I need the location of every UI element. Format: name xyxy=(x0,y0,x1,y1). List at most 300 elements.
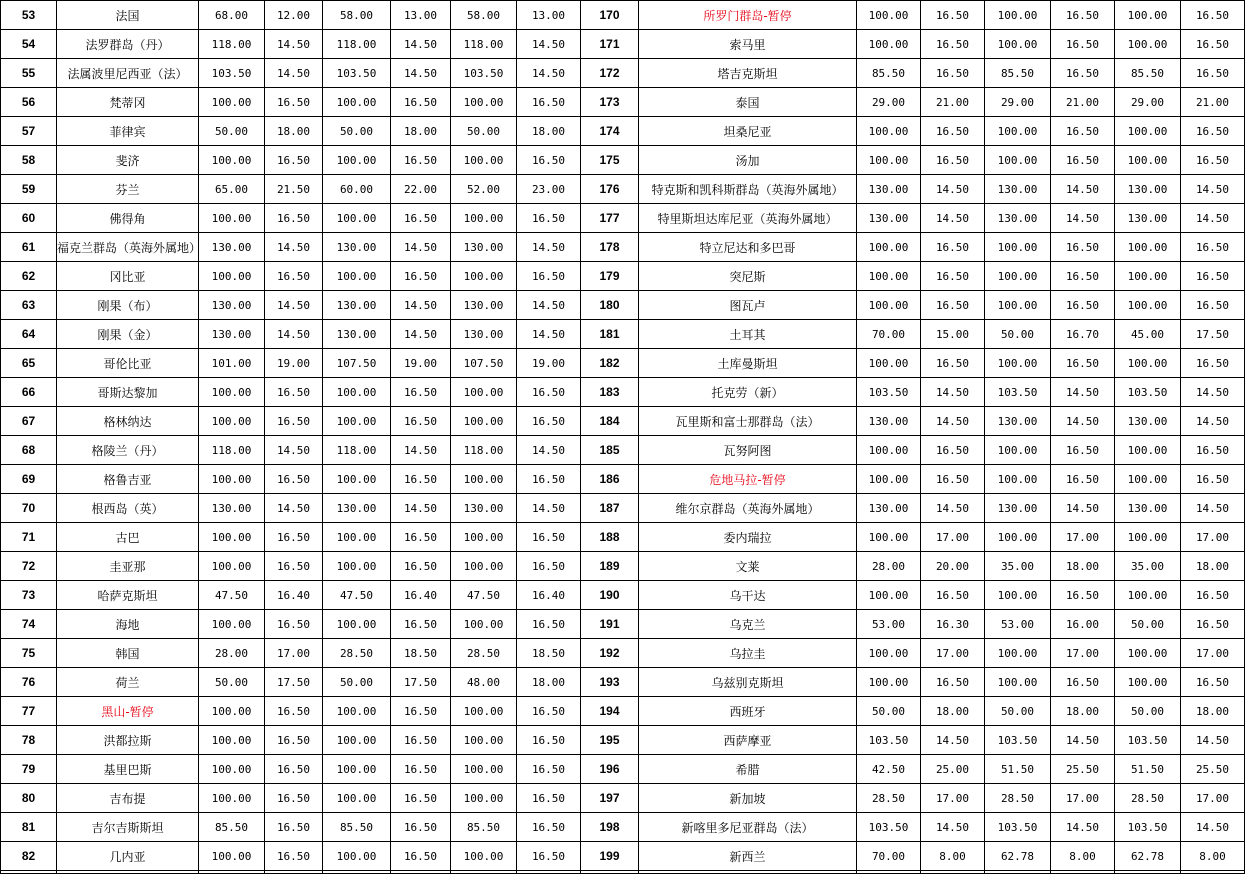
right-rate-cell: 16.50 xyxy=(1181,581,1245,610)
right-row-number: 181 xyxy=(581,320,639,349)
left-rate-cell: 16.50 xyxy=(391,465,451,494)
left-rate-cell: 100.00 xyxy=(199,407,265,436)
table-row xyxy=(1,146,1245,175)
right-rate-cell: 103.50 xyxy=(985,726,1051,755)
right-rate-cell: 14.50 xyxy=(921,407,985,436)
right-rate-cell: 14.50 xyxy=(921,175,985,204)
right-rate-cell: 16.50 xyxy=(1051,30,1115,59)
left-rate-cell: 14.50 xyxy=(517,291,581,320)
right-row-number: 194 xyxy=(581,697,639,726)
right-rate-cell: 17.00 xyxy=(1051,523,1115,552)
right-rate-cell: 130.00 xyxy=(857,175,921,204)
left-rate-cell: 14.50 xyxy=(391,436,451,465)
right-rate-cell: 16.50 xyxy=(921,436,985,465)
right-rate-cell: 14.50 xyxy=(1051,726,1115,755)
right-rate-cell: 100.00 xyxy=(1115,523,1181,552)
left-rate-cell: 118.00 xyxy=(199,436,265,465)
right-rate-cell: 130.00 xyxy=(857,204,921,233)
right-row-number: 182 xyxy=(581,349,639,378)
left-row-number: 64 xyxy=(1,320,57,349)
left-rate-cell: 16.50 xyxy=(391,262,451,291)
right-rate-cell: 130.00 xyxy=(985,204,1051,233)
right-rate-cell: 25.00 xyxy=(921,755,985,784)
left-country-name: 几内亚 xyxy=(57,842,199,871)
left-rate-cell: 130.00 xyxy=(323,233,391,262)
right-rate-cell: 14.50 xyxy=(921,494,985,523)
right-row-number: 198 xyxy=(581,813,639,842)
left-rate-cell: 14.50 xyxy=(265,494,323,523)
right-rate-cell: 100.00 xyxy=(1115,465,1181,494)
left-rate-cell: 16.50 xyxy=(391,523,451,552)
left-rate-cell: 100.00 xyxy=(451,88,517,117)
right-rate-cell: 50.00 xyxy=(857,697,921,726)
left-rate-cell: 19.00 xyxy=(391,349,451,378)
empty-cell xyxy=(391,871,451,874)
left-rate-cell: 16.40 xyxy=(517,581,581,610)
right-rate-cell: 103.50 xyxy=(1115,378,1181,407)
left-rate-cell: 14.50 xyxy=(391,494,451,523)
right-rate-cell: 100.00 xyxy=(1115,291,1181,320)
left-rate-cell: 16.50 xyxy=(391,552,451,581)
right-rate-cell: 100.00 xyxy=(1115,436,1181,465)
left-rate-cell: 130.00 xyxy=(199,291,265,320)
table-row xyxy=(1,581,1245,610)
right-rate-cell: 100.00 xyxy=(1115,117,1181,146)
right-rate-cell: 16.50 xyxy=(921,59,985,88)
left-row-number: 80 xyxy=(1,784,57,813)
right-rate-cell: 130.00 xyxy=(1115,175,1181,204)
right-rate-cell: 16.50 xyxy=(1051,146,1115,175)
left-country-name: 法罗群岛（丹） xyxy=(57,30,199,59)
left-rate-cell: 100.00 xyxy=(199,378,265,407)
left-rate-cell: 100.00 xyxy=(323,378,391,407)
left-rate-cell: 100.00 xyxy=(451,262,517,291)
right-row-number: 170 xyxy=(581,1,639,30)
right-rate-cell: 100.00 xyxy=(985,291,1051,320)
right-rate-cell: 70.00 xyxy=(857,320,921,349)
left-country-name: 法国 xyxy=(57,1,199,30)
left-rate-cell: 100.00 xyxy=(199,755,265,784)
right-rate-cell: 28.00 xyxy=(857,552,921,581)
left-row-number: 69 xyxy=(1,465,57,494)
left-rate-cell: 16.50 xyxy=(517,726,581,755)
left-rate-cell: 14.50 xyxy=(265,59,323,88)
right-rate-cell: 130.00 xyxy=(857,494,921,523)
left-rate-cell: 85.50 xyxy=(451,813,517,842)
left-row-number: 56 xyxy=(1,88,57,117)
right-country-name: 托克劳（新） xyxy=(639,378,857,407)
left-rate-cell: 16.50 xyxy=(265,262,323,291)
left-rate-cell: 130.00 xyxy=(199,320,265,349)
left-row-number: 57 xyxy=(1,117,57,146)
right-rate-cell: 17.00 xyxy=(921,523,985,552)
left-rate-cell: 18.00 xyxy=(517,668,581,697)
left-rate-cell: 107.50 xyxy=(323,349,391,378)
left-rate-cell: 118.00 xyxy=(199,30,265,59)
left-row-number: 62 xyxy=(1,262,57,291)
left-rate-cell: 18.50 xyxy=(391,639,451,668)
left-rate-cell: 19.00 xyxy=(517,349,581,378)
left-rate-cell: 101.00 xyxy=(199,349,265,378)
right-rate-cell: 8.00 xyxy=(921,842,985,871)
left-row-number: 71 xyxy=(1,523,57,552)
right-row-number: 199 xyxy=(581,842,639,871)
right-rate-cell: 16.50 xyxy=(921,30,985,59)
right-rate-cell: 100.00 xyxy=(985,233,1051,262)
left-country-name: 法属波里尼西亚（法） xyxy=(57,59,199,88)
left-rate-cell: 50.00 xyxy=(199,668,265,697)
right-rate-cell: 16.50 xyxy=(1181,262,1245,291)
right-rate-cell: 130.00 xyxy=(985,175,1051,204)
left-rate-cell: 16.50 xyxy=(517,842,581,871)
right-rate-cell: 130.00 xyxy=(1115,407,1181,436)
left-rate-cell: 100.00 xyxy=(199,784,265,813)
right-rate-cell: 70.00 xyxy=(857,842,921,871)
right-row-number: 177 xyxy=(581,204,639,233)
table-row xyxy=(1,378,1245,407)
left-rate-cell: 17.50 xyxy=(391,668,451,697)
right-rate-cell: 100.00 xyxy=(857,146,921,175)
right-rate-cell: 17.50 xyxy=(1181,320,1245,349)
right-rate-cell: 85.50 xyxy=(985,59,1051,88)
left-rate-cell: 16.50 xyxy=(265,813,323,842)
right-rate-cell: 130.00 xyxy=(1115,204,1181,233)
right-rate-cell: 14.50 xyxy=(1181,378,1245,407)
table-row xyxy=(1,117,1245,146)
right-rate-cell: 17.00 xyxy=(1181,639,1245,668)
right-row-number: 184 xyxy=(581,407,639,436)
right-rate-cell: 100.00 xyxy=(985,349,1051,378)
left-rate-cell: 16.50 xyxy=(265,755,323,784)
right-rate-cell: 100.00 xyxy=(857,1,921,30)
right-rate-cell: 51.50 xyxy=(1115,755,1181,784)
right-rate-cell: 18.00 xyxy=(1181,697,1245,726)
left-rate-cell: 16.50 xyxy=(517,378,581,407)
right-rate-cell: 53.00 xyxy=(985,610,1051,639)
left-rate-cell: 14.50 xyxy=(391,30,451,59)
left-rate-cell: 100.00 xyxy=(199,726,265,755)
table-row xyxy=(1,262,1245,291)
right-rate-cell: 16.50 xyxy=(1181,610,1245,639)
right-rate-cell: 16.50 xyxy=(921,291,985,320)
left-rate-cell: 118.00 xyxy=(323,436,391,465)
left-rate-cell: 14.50 xyxy=(265,436,323,465)
left-rate-cell: 16.50 xyxy=(517,813,581,842)
left-rate-cell: 100.00 xyxy=(199,697,265,726)
left-rate-cell: 16.50 xyxy=(391,610,451,639)
left-rate-cell: 16.50 xyxy=(265,523,323,552)
left-rate-cell: 19.00 xyxy=(265,349,323,378)
right-country-name: 乌拉圭 xyxy=(639,639,857,668)
left-rate-cell: 60.00 xyxy=(323,175,391,204)
left-rate-cell: 100.00 xyxy=(323,726,391,755)
left-row-number: 67 xyxy=(1,407,57,436)
left-rate-cell: 85.50 xyxy=(199,813,265,842)
left-row-number: 82 xyxy=(1,842,57,871)
left-row-number: 63 xyxy=(1,291,57,320)
right-rate-cell: 14.50 xyxy=(921,726,985,755)
right-row-number: 186 xyxy=(581,465,639,494)
right-country-name: 瓦努阿图 xyxy=(639,436,857,465)
left-rate-cell: 14.50 xyxy=(265,320,323,349)
left-rate-cell: 18.00 xyxy=(265,117,323,146)
right-country-name: 汤加 xyxy=(639,146,857,175)
right-country-name: 土库曼斯坦 xyxy=(639,349,857,378)
right-rate-cell: 100.00 xyxy=(857,233,921,262)
right-country-name: 泰国 xyxy=(639,88,857,117)
left-country-name: 格陵兰（丹） xyxy=(57,436,199,465)
right-rate-cell: 50.00 xyxy=(1115,610,1181,639)
table-row xyxy=(1,59,1245,88)
table-row xyxy=(1,755,1245,784)
right-rate-cell: 28.50 xyxy=(857,784,921,813)
left-row-number: 61 xyxy=(1,233,57,262)
right-rate-cell: 16.50 xyxy=(1181,668,1245,697)
right-rate-cell: 62.78 xyxy=(985,842,1051,871)
left-country-name: 梵蒂冈 xyxy=(57,88,199,117)
left-rate-cell: 16.50 xyxy=(517,784,581,813)
left-rate-cell: 16.50 xyxy=(265,842,323,871)
left-country-name: 根西岛（英） xyxy=(57,494,199,523)
right-country-name: 索马里 xyxy=(639,30,857,59)
left-rate-cell: 14.50 xyxy=(517,494,581,523)
left-rate-cell: 100.00 xyxy=(199,610,265,639)
right-rate-cell: 100.00 xyxy=(857,465,921,494)
right-country-name: 委内瑞拉 xyxy=(639,523,857,552)
right-rate-cell: 100.00 xyxy=(1115,639,1181,668)
right-rate-cell: 14.50 xyxy=(1051,378,1115,407)
left-rate-cell: 130.00 xyxy=(323,494,391,523)
right-rate-cell: 17.00 xyxy=(1051,784,1115,813)
left-rate-cell: 16.50 xyxy=(265,465,323,494)
right-rate-cell: 14.50 xyxy=(921,813,985,842)
left-rate-cell: 103.50 xyxy=(451,59,517,88)
right-rate-cell: 130.00 xyxy=(857,407,921,436)
left-country-name: 佛得角 xyxy=(57,204,199,233)
left-rate-cell: 118.00 xyxy=(451,30,517,59)
right-rate-cell: 16.50 xyxy=(1181,146,1245,175)
empty-cell xyxy=(985,871,1051,874)
empty-cell xyxy=(199,871,265,874)
right-country-name: 乌兹别克斯坦 xyxy=(639,668,857,697)
left-rate-cell: 16.50 xyxy=(391,378,451,407)
empty-cell xyxy=(323,871,391,874)
right-rate-cell: 16.50 xyxy=(921,146,985,175)
left-rate-cell: 16.50 xyxy=(391,726,451,755)
left-row-number: 70 xyxy=(1,494,57,523)
left-row-number: 78 xyxy=(1,726,57,755)
left-rate-cell: 100.00 xyxy=(199,552,265,581)
left-country-name: 哈萨克斯坦 xyxy=(57,581,199,610)
right-rate-cell: 29.00 xyxy=(985,88,1051,117)
right-rate-cell: 21.00 xyxy=(1051,88,1115,117)
left-rate-cell: 28.00 xyxy=(199,639,265,668)
table-row xyxy=(1,726,1245,755)
right-rate-cell: 16.50 xyxy=(1051,436,1115,465)
left-rate-cell: 16.50 xyxy=(517,407,581,436)
right-rate-cell: 100.00 xyxy=(857,349,921,378)
left-rate-cell: 58.00 xyxy=(451,1,517,30)
right-rate-cell: 50.00 xyxy=(985,697,1051,726)
right-row-number: 192 xyxy=(581,639,639,668)
right-rate-cell: 100.00 xyxy=(857,523,921,552)
left-rate-cell: 58.00 xyxy=(323,1,391,30)
right-rate-cell: 16.50 xyxy=(921,262,985,291)
left-rate-cell: 47.50 xyxy=(451,581,517,610)
right-rate-cell: 16.50 xyxy=(1051,59,1115,88)
left-rate-cell: 47.50 xyxy=(323,581,391,610)
left-rate-cell: 16.50 xyxy=(265,204,323,233)
right-rate-cell: 16.50 xyxy=(1181,291,1245,320)
right-country-name: 乌干达 xyxy=(639,581,857,610)
left-rate-cell: 100.00 xyxy=(323,784,391,813)
right-row-number: 195 xyxy=(581,726,639,755)
left-rate-cell: 100.00 xyxy=(451,842,517,871)
right-rate-cell: 25.50 xyxy=(1051,755,1115,784)
left-country-name: 黑山-暂停 xyxy=(57,697,199,726)
right-row-number: 176 xyxy=(581,175,639,204)
left-rate-cell: 16.50 xyxy=(517,755,581,784)
right-country-name: 所罗门群岛-暂停 xyxy=(639,1,857,30)
left-row-number: 53 xyxy=(1,1,57,30)
right-rate-cell: 16.70 xyxy=(1051,320,1115,349)
table-row xyxy=(1,88,1245,117)
table-row xyxy=(1,233,1245,262)
right-rate-cell: 25.50 xyxy=(1181,755,1245,784)
left-rate-cell: 100.00 xyxy=(451,610,517,639)
right-rate-cell: 100.00 xyxy=(985,436,1051,465)
table-row xyxy=(1,1,1245,30)
left-country-name: 刚果（布） xyxy=(57,291,199,320)
right-rate-cell: 29.00 xyxy=(1115,88,1181,117)
right-rate-cell: 14.50 xyxy=(1181,813,1245,842)
left-rate-cell: 100.00 xyxy=(199,842,265,871)
right-rate-cell: 16.50 xyxy=(1181,349,1245,378)
right-rate-cell: 103.50 xyxy=(857,726,921,755)
right-rate-cell: 100.00 xyxy=(985,668,1051,697)
table-row xyxy=(1,436,1245,465)
right-row-number: 172 xyxy=(581,59,639,88)
right-rate-cell: 21.00 xyxy=(1181,88,1245,117)
table-row xyxy=(1,175,1245,204)
table-row xyxy=(1,842,1245,871)
right-rate-cell: 16.50 xyxy=(921,1,985,30)
right-rate-cell: 100.00 xyxy=(1115,233,1181,262)
left-rate-cell: 18.00 xyxy=(517,117,581,146)
right-rate-cell: 14.50 xyxy=(1051,175,1115,204)
right-rate-cell: 130.00 xyxy=(985,494,1051,523)
right-rate-cell: 16.50 xyxy=(1181,436,1245,465)
left-rate-cell: 18.50 xyxy=(517,639,581,668)
left-rate-cell: 130.00 xyxy=(323,320,391,349)
left-country-name: 斐济 xyxy=(57,146,199,175)
right-rate-cell: 18.00 xyxy=(1181,552,1245,581)
left-rate-cell: 16.50 xyxy=(265,378,323,407)
left-rate-cell: 16.50 xyxy=(265,88,323,117)
table-row xyxy=(1,494,1245,523)
right-rate-cell: 62.78 xyxy=(1115,842,1181,871)
right-rate-cell: 16.50 xyxy=(1051,465,1115,494)
right-rate-cell: 100.00 xyxy=(857,262,921,291)
right-rate-cell: 14.50 xyxy=(1181,407,1245,436)
right-row-number: 173 xyxy=(581,88,639,117)
empty-cell xyxy=(517,871,581,874)
left-rate-cell: 16.50 xyxy=(391,813,451,842)
left-rate-cell: 14.50 xyxy=(517,59,581,88)
empty-cell xyxy=(639,871,857,874)
left-rate-cell: 48.00 xyxy=(451,668,517,697)
right-rate-cell: 14.50 xyxy=(1181,494,1245,523)
left-rate-cell: 16.50 xyxy=(517,523,581,552)
table-row xyxy=(1,523,1245,552)
right-country-name: 突尼斯 xyxy=(639,262,857,291)
left-row-number: 73 xyxy=(1,581,57,610)
right-rate-cell: 100.00 xyxy=(1115,349,1181,378)
left-rate-cell: 100.00 xyxy=(323,610,391,639)
right-rate-cell: 16.50 xyxy=(1181,233,1245,262)
left-rate-cell: 130.00 xyxy=(199,233,265,262)
left-rate-cell: 16.50 xyxy=(391,407,451,436)
table-row xyxy=(1,639,1245,668)
right-rate-cell: 103.50 xyxy=(1115,726,1181,755)
right-rate-cell: 16.50 xyxy=(1051,117,1115,146)
left-rate-cell: 16.40 xyxy=(391,581,451,610)
right-row-number: 183 xyxy=(581,378,639,407)
left-rate-cell: 16.40 xyxy=(265,581,323,610)
left-rate-cell: 16.50 xyxy=(517,697,581,726)
left-rate-cell: 16.50 xyxy=(265,784,323,813)
left-rate-cell: 14.50 xyxy=(265,291,323,320)
right-rate-cell: 100.00 xyxy=(857,30,921,59)
table-body xyxy=(1,1,1245,874)
right-row-number: 193 xyxy=(581,668,639,697)
table-row xyxy=(1,813,1245,842)
right-country-name: 西萨摩亚 xyxy=(639,726,857,755)
left-rate-cell: 130.00 xyxy=(451,233,517,262)
right-rate-cell: 35.00 xyxy=(985,552,1051,581)
table-row xyxy=(1,784,1245,813)
empty-cell xyxy=(265,871,323,874)
left-rate-cell: 100.00 xyxy=(323,407,391,436)
left-rate-cell: 107.50 xyxy=(451,349,517,378)
right-row-number: 179 xyxy=(581,262,639,291)
right-rate-cell: 16.50 xyxy=(921,233,985,262)
left-rate-cell: 100.00 xyxy=(323,755,391,784)
left-rate-cell: 50.00 xyxy=(451,117,517,146)
table-row xyxy=(1,668,1245,697)
right-rate-cell: 14.50 xyxy=(1051,494,1115,523)
right-rate-cell: 15.00 xyxy=(921,320,985,349)
table-row xyxy=(1,465,1245,494)
right-rate-cell: 16.50 xyxy=(1181,117,1245,146)
left-row-number: 54 xyxy=(1,30,57,59)
right-rate-cell: 21.00 xyxy=(921,88,985,117)
right-rate-cell: 85.50 xyxy=(857,59,921,88)
table-row xyxy=(1,407,1245,436)
right-country-name: 新加坡 xyxy=(639,784,857,813)
table-row xyxy=(1,204,1245,233)
left-rate-cell: 130.00 xyxy=(451,320,517,349)
right-rate-cell: 100.00 xyxy=(857,668,921,697)
right-rate-cell: 16.00 xyxy=(1051,610,1115,639)
empty-cell xyxy=(1181,871,1245,874)
right-rate-cell: 103.50 xyxy=(1115,813,1181,842)
left-rate-cell: 100.00 xyxy=(199,204,265,233)
left-rate-cell: 14.50 xyxy=(517,233,581,262)
empty-cell xyxy=(1,871,57,874)
right-rate-cell: 130.00 xyxy=(1115,494,1181,523)
left-rate-cell: 22.00 xyxy=(391,175,451,204)
